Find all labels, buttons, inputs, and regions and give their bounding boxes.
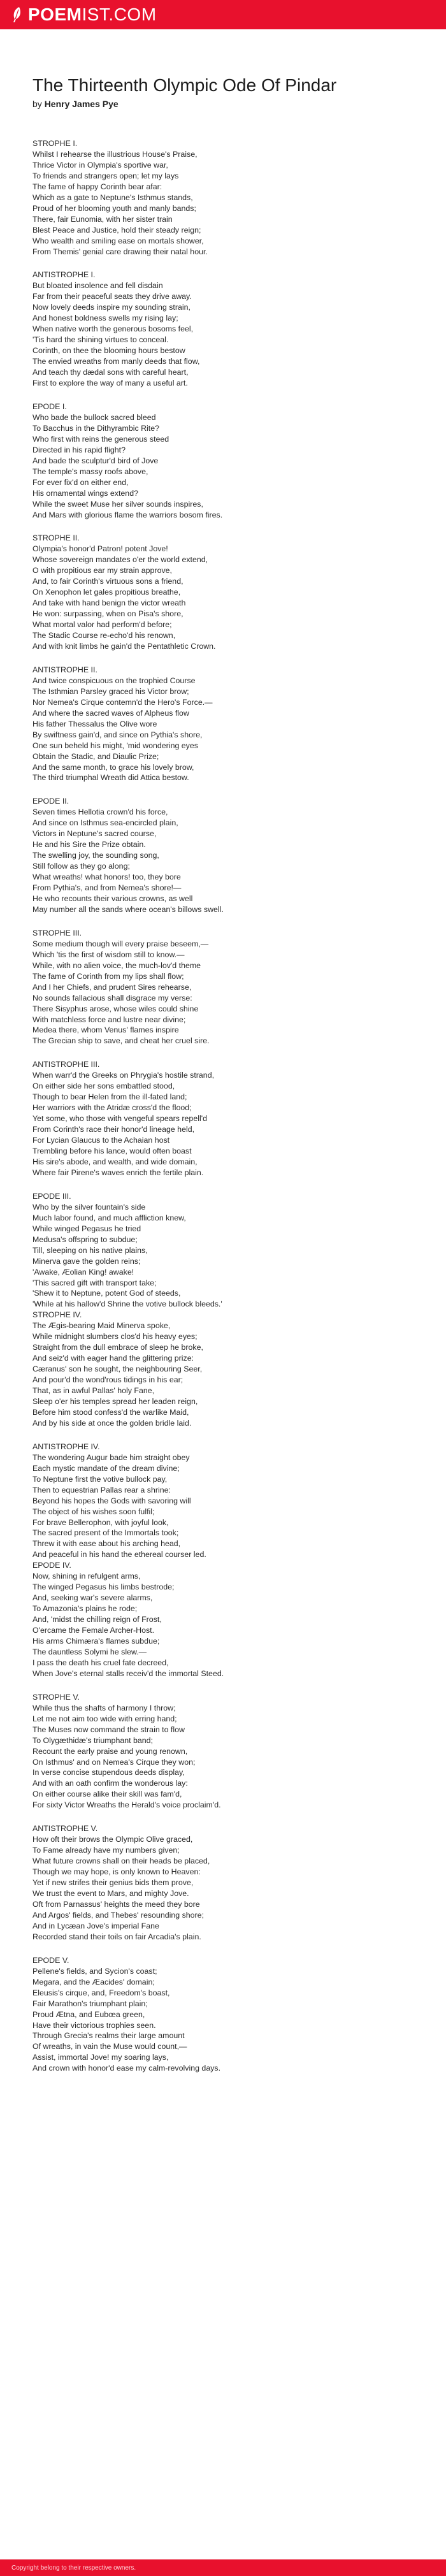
poem-line: And bade the sculptur'd bird of Jove bbox=[32, 456, 159, 465]
poem-line: Though to bear Helen from the ill-fated land; bbox=[32, 1092, 187, 1102]
poem-line: For ever fix'd on either end, bbox=[32, 477, 129, 487]
poem-line: Who first with reins the generous steed bbox=[32, 434, 169, 444]
poem-line: What future crowns shall on their heads be placed, bbox=[32, 1856, 210, 1866]
poem-line: The swelling joy, the sounding song, bbox=[32, 851, 159, 860]
poem-line: Yet some, who those with vengeful spears repell'd bbox=[32, 1114, 207, 1124]
poem-line: Who wealth and smiling ease on mortals shower, bbox=[32, 236, 204, 245]
poem-line: Trembling before his lance, would often boast bbox=[32, 1147, 192, 1156]
poem-line: Though we may hope, is only known to Heaven: bbox=[32, 1867, 201, 1877]
poem-line: Thrice Victor in Olympia's sportive war, bbox=[32, 160, 168, 170]
poem-line: The dauntless Solymi he slew.— bbox=[32, 1647, 147, 1656]
poem-line: And by his side at once the golden bridle laid. bbox=[32, 1418, 192, 1428]
poem-line: And where the sacred waves of Alpheus flow bbox=[32, 708, 189, 718]
poem-line: And Mars with glorious flame the warriors bosom fires. bbox=[32, 510, 223, 519]
poem-line: When native worth the generous bosoms feel, bbox=[32, 324, 194, 334]
poem-line: For sixty Victor Wreaths the Herald's voice proclaim'd. bbox=[32, 1800, 221, 1810]
poem-line: While the sweet Muse her silver sounds inspires, bbox=[32, 499, 203, 509]
poem-line: By swiftness gain'd, and since on Pythia's shore, bbox=[32, 730, 203, 739]
poem-line: The Stadic Course re-echo'd his renown, bbox=[32, 631, 176, 640]
poem-line: O with propitious ear my strain approve, bbox=[32, 566, 172, 575]
poem-line: His father Thessalus the Olive wore bbox=[32, 719, 157, 728]
poem-line: From Themis' genial care drawing their natal hour. bbox=[32, 247, 208, 256]
poem-line: Fair Marathon's triumphant plain; bbox=[32, 1999, 148, 2008]
poem-stanza bbox=[32, 1823, 421, 1942]
poem-line: ANTISTROPHE II. bbox=[32, 665, 97, 674]
poem-line: And, to fair Corinth's virtuous sons a friend, bbox=[32, 577, 183, 586]
poem-line: From Corinth's race their honor'd lineage held, bbox=[32, 1125, 195, 1134]
poem-line: Olympia's honor'd Patron! potent Jove! bbox=[32, 544, 168, 554]
poem-stanza bbox=[32, 1442, 421, 1679]
poem-line: Yet if new strifes their genius bids them prove, bbox=[32, 1878, 194, 1888]
poem-line: And crown with honor'd ease my calm-revolving days. bbox=[32, 2064, 221, 2073]
poem-line: And since on Isthmus sea-encircled plain, bbox=[32, 818, 178, 828]
poem-line: EPODE III. bbox=[32, 1191, 71, 1201]
poem-line: Medusa's offspring to subdue; bbox=[32, 1234, 138, 1244]
poem-line: Recount the early praise and young renown, bbox=[32, 1746, 188, 1756]
poem-line: Which 'tis the first of wisdom still to know.— bbox=[32, 950, 185, 959]
poem-line: Of wreaths, in vain the Muse would count,— bbox=[32, 2042, 187, 2051]
logo-text-bold: POEM bbox=[28, 4, 82, 24]
poem-line: He and his Sire the Prize obtain. bbox=[32, 840, 146, 850]
poem-line: 'This sacred gift with transport take; bbox=[32, 1278, 157, 1287]
site-logo[interactable] bbox=[11, 4, 157, 25]
poem-line: Now lovely deeds inspire my sounding strain, bbox=[32, 303, 191, 312]
poem-line: To Bacchus in the Dithyrambic Rite? bbox=[32, 423, 160, 433]
poem-line: Where fair Pirene's waves enrich the fertile plain. bbox=[32, 1168, 204, 1177]
poem-line: And peaceful in his hand the ethereal courser led. bbox=[32, 1550, 206, 1559]
poem-line: 'While at his hallow'd Shrine the votive bullock bleeds.' bbox=[32, 1299, 222, 1309]
poem-line: First to explore the way of many a useful art. bbox=[32, 379, 188, 388]
poem-line: EPODE I. bbox=[32, 402, 67, 411]
poem-stanza bbox=[32, 1059, 421, 1178]
poem-line: His ornamental wings extend? bbox=[32, 488, 138, 498]
poem-line: Victors in Neptune's sacred course, bbox=[32, 829, 157, 839]
poem-line: The object of his wishes soon fulfil; bbox=[32, 1507, 155, 1516]
poem-line: And with knit limbs he gain'd the Pentathletic Crown. bbox=[32, 641, 216, 651]
poem-line: And honest boldness swells my rising lay; bbox=[32, 314, 178, 323]
poem-line: O'ercame the Female Archer-Host. bbox=[32, 1626, 155, 1635]
poem-line: ANTISTROPHE III. bbox=[32, 1060, 100, 1069]
poem-line: While thus the shafts of harmony I throw; bbox=[32, 1703, 176, 1712]
poem-line: Obtain the Stadic, and Diaulic Prize; bbox=[32, 751, 159, 761]
poem-title: The Thirteenth Olympic Ode Of Pindar bbox=[32, 75, 337, 95]
poem-line: On Isthmus' and on Nemea's Cirque they won; bbox=[32, 1757, 196, 1767]
feather-quill-icon bbox=[11, 6, 23, 23]
poem-line: Directed in his rapid flight? bbox=[32, 445, 126, 454]
poem-line: ANTISTROPHE V. bbox=[32, 1824, 98, 1834]
poem-line: When Jove's eternal stalls receiv'd the immortal Steed. bbox=[32, 1668, 224, 1678]
poem-line: Oft from Parnassus' heights the meed they bore bbox=[32, 1899, 200, 1909]
poem-line: The third triumphal Wreath did Attica bestow. bbox=[32, 773, 189, 783]
poem-line: And in Lycæan Jove's imperial Fane bbox=[32, 1921, 159, 1930]
poem-line: His sire's abode, and wealth, and wide domain, bbox=[32, 1157, 198, 1166]
poem-line: To friends and strangers open; let my lays bbox=[32, 171, 179, 180]
poem-line: Much labor found, and much affliction knew, bbox=[32, 1213, 186, 1222]
poem-line: EPODE V. bbox=[32, 1955, 69, 1965]
poem-line: Some medium though will every praise beseem,— bbox=[32, 939, 209, 948]
poem-line: Still follow as they go along; bbox=[32, 862, 130, 871]
poem-line: The winged Pegasus his limbs bestrode; bbox=[32, 1582, 175, 1592]
poem-line: What mortal valor had perform'd before; bbox=[32, 620, 172, 630]
poem-line: 'Tis hard the shining virtues to conceal. bbox=[32, 335, 169, 345]
byline bbox=[32, 98, 421, 110]
poem-line: With matchless force and lustre near divine; bbox=[32, 1015, 186, 1024]
poem-stanza bbox=[32, 665, 421, 783]
poem-line: Who by the silver fountain's side bbox=[32, 1202, 146, 1212]
poem-line: STROPHE IV. bbox=[32, 1310, 82, 1320]
poem-line: Cæranus' son he sought, the neighbouring Seer, bbox=[32, 1364, 203, 1374]
poem-line: That, as in awful Pallas' holy Fane, bbox=[32, 1386, 155, 1396]
poem-line: While winged Pegasus he tried bbox=[32, 1224, 141, 1233]
poem-line: To Neptune first the votive bullock pay, bbox=[32, 1474, 168, 1484]
poem-line: There, fair Eunomia, with her sister train bbox=[32, 214, 173, 224]
poem-line: The temple's massy roofs above, bbox=[32, 467, 148, 476]
poem-line: There Sisyphus arose, whose wiles could shine bbox=[32, 1004, 199, 1013]
poem-stanza bbox=[32, 1955, 421, 2074]
poem-line: And pour'd the wond'rous tidings in his ear; bbox=[32, 1375, 183, 1385]
poem-line: Beyond his hopes the Gods with savoring will bbox=[32, 1496, 191, 1505]
poem-line: And seiz'd with eager hand the glittering prize: bbox=[32, 1354, 194, 1363]
poem-stanza bbox=[32, 796, 421, 915]
poem-line: Nor Nemea's Cirque contemn'd the Hero's Force.— bbox=[32, 697, 213, 707]
poem-line: While, with no alien voice, the much-lov'd theme bbox=[32, 960, 201, 970]
poem-line: He won: surpassing, when on Pisa's shore, bbox=[32, 609, 183, 619]
poem-line: What wreaths! what honors! too, they bore bbox=[32, 872, 181, 882]
poem-line: The Isthmian Parsley graced his Victor brow; bbox=[32, 686, 189, 696]
poem-body bbox=[32, 138, 421, 2074]
poem-line: EPODE IV. bbox=[32, 1561, 71, 1570]
poem-line: ANTISTROPHE I. bbox=[32, 270, 96, 280]
poem-line: Proud Ætna, and Eubœa green, bbox=[32, 2009, 145, 2019]
poem-line: Medea there, whom Venus' flames inspire bbox=[32, 1025, 179, 1035]
copyright-text: Copyright belong to their respective owners. bbox=[11, 2564, 136, 2572]
site-header bbox=[0, 0, 446, 29]
poem-line: On either course alike their skill was fam'd, bbox=[32, 1790, 182, 1799]
poem-line: Proud of her blooming youth and manly bands; bbox=[32, 203, 196, 213]
poem-line: Megara, and the Æacides' domain; bbox=[32, 1977, 155, 1986]
poem-line: The Grecian ship to save, and cheat her cruel sire. bbox=[32, 1036, 210, 1046]
poem-line: And teach thy dædal sons with careful heart, bbox=[32, 368, 189, 377]
poem-line: Whilst I rehearse the illustrious House's Praise, bbox=[32, 149, 198, 159]
logo-text-thin: IST.COM bbox=[82, 4, 157, 24]
poem-line: And, 'midst the chilling reign of Frost, bbox=[32, 1615, 162, 1624]
poem-line: The Muses now command the strain to flow bbox=[32, 1725, 185, 1734]
poem-line: Blest Peace and Justice, hold their steady reign; bbox=[32, 225, 201, 235]
poem-line: Through Grecia's realms their large amount bbox=[32, 2031, 185, 2041]
poem-line: Till, sleeping on his native plains, bbox=[32, 1245, 148, 1255]
poem-line: I pass the death his cruel fate decreed, bbox=[32, 1658, 169, 1667]
poem-line: The fame of Corinth from my lips shall flow; bbox=[32, 971, 184, 981]
poem-line: The sacred present of the Immortals took; bbox=[32, 1528, 179, 1538]
poem-stanza bbox=[32, 533, 421, 651]
poem-line: One sun beheld his might, 'mid wondering eyes bbox=[32, 741, 198, 750]
poem-line: And take with hand benign the victor wreath bbox=[32, 598, 186, 608]
poem-line: Assist, immortal Jove! my soaring lays, bbox=[32, 2053, 169, 2062]
poem-stanza bbox=[32, 928, 421, 1046]
poem-line: From Pythia's, and from Nemea's shore!— bbox=[32, 883, 182, 893]
poem-line: Threw it with ease about his arching head, bbox=[32, 1539, 181, 1549]
poem-line: To Amazonia's plains he rode; bbox=[32, 1604, 138, 1614]
poem-line: Sleep o'er his temples spread her leaden reign, bbox=[32, 1396, 198, 1406]
poem-line: The fame of happy Corinth bear afar: bbox=[32, 182, 162, 191]
poem-line: STROPHE V. bbox=[32, 1692, 80, 1702]
poem-line: On Xenophon let gales propitious breathe, bbox=[32, 588, 181, 597]
poem-line: The envied wreaths from manly deeds that flow, bbox=[32, 357, 200, 366]
poem-line: Minerva gave the golden reins; bbox=[32, 1256, 141, 1266]
poem-stanza bbox=[32, 1692, 421, 1811]
poem-line: May number all the sands where ocean's billows swell. bbox=[32, 904, 224, 914]
poem-line: To Fame already have my numbers given; bbox=[32, 1846, 180, 1855]
poem-line: Have their victorious trophies seen. bbox=[32, 2020, 156, 2030]
poem-stanza bbox=[32, 402, 421, 520]
poem-line: Corinth, on thee the blooming hours bestow bbox=[32, 346, 185, 356]
poem-line: He who recounts their various crowns, as well bbox=[32, 894, 193, 903]
poem-line: Eleusis's cirque, and, Freedom's boast, bbox=[32, 1988, 170, 1997]
poem-line: Then to equestrian Pallas rear a shrine: bbox=[32, 1485, 171, 1494]
poem-line: Now, shining in refulgent arms, bbox=[32, 1572, 141, 1581]
poem-line: The Ægis-bearing Maid Minerva spoke, bbox=[32, 1321, 171, 1331]
poem-line: In verse concise stupendous deeds display, bbox=[32, 1768, 185, 1777]
poem-line: His arms Chimæra's flames subdue; bbox=[32, 1637, 160, 1646]
poem-line: But bloated insolence and fell disdain bbox=[32, 281, 163, 291]
poem-line: Who bade the bullock sacred bleed bbox=[32, 412, 156, 422]
poem-line: No sounds fallacious shall disgrace my verse: bbox=[32, 993, 192, 1002]
poem-line: When warr'd the Greeks on Phrygia's hostile strand, bbox=[32, 1071, 215, 1080]
poem-line: Far from their peaceful seats they drive away. bbox=[32, 292, 192, 301]
poem-line: Let me not aim too wide with erring hand; bbox=[32, 1714, 177, 1723]
poem-line: Each mystic mandate of the dream divine; bbox=[32, 1463, 180, 1473]
poem-line: And Argos' fields, and Thebes' resounding shore; bbox=[32, 1910, 205, 1920]
poem-line: Pellene's fields, and Sycion's coast; bbox=[32, 1966, 157, 1976]
site-footer bbox=[0, 2559, 446, 2576]
poem-line: Whose sovereign mandates o'er the world extend, bbox=[32, 555, 208, 565]
poem-line: 'Awake, Æolian King! awake! bbox=[32, 1267, 134, 1277]
poem-content bbox=[32, 75, 421, 2087]
poem-line: On either side her sons embattled stood, bbox=[32, 1082, 175, 1091]
poem-line: Her warriors with the Atridæ cross'd the flood; bbox=[32, 1103, 192, 1113]
by-label: by bbox=[32, 99, 42, 109]
poem-line: Straight from the dull embrace of sleep he broke, bbox=[32, 1343, 203, 1352]
poem-line: How oft their brows the Olympic Olive graced, bbox=[32, 1835, 193, 1844]
poem-line: Seven times Hellotia crown'd his force, bbox=[32, 807, 168, 817]
poem-line: ANTISTROPHE IV. bbox=[32, 1442, 100, 1451]
poem-line: For Lycian Glaucus to the Achaian host bbox=[32, 1136, 170, 1145]
poem-line: And the same month, to grace his lovely brow, bbox=[32, 762, 194, 772]
poem-line: Recorded stand their toils on fair Arcadia's plain. bbox=[32, 1932, 201, 1941]
poem-line: STROPHE III. bbox=[32, 928, 82, 937]
poem-line: And, seeking war's severe alarms, bbox=[32, 1593, 153, 1603]
poem-line: We trust the event to Mars, and mighty Jove. bbox=[32, 1889, 189, 1899]
poem-line: While midnight slumbers clos'd his heavy eyes; bbox=[32, 1332, 198, 1342]
poem-line: The wondering Augur bade him straight obey bbox=[32, 1452, 190, 1462]
poem-line: Before him stood confess'd the warlike Maid, bbox=[32, 1407, 189, 1417]
poem-stanza bbox=[32, 1191, 421, 1429]
poem-line: 'Shew it to Neptune, potent God of steeds, bbox=[32, 1289, 181, 1298]
poem-line: And with an oath confirm the wonderous lay: bbox=[32, 1779, 188, 1788]
poem-line: STROPHE I. bbox=[32, 139, 78, 148]
poem-line: EPODE II. bbox=[32, 797, 69, 806]
poem-line: And twice conspicuous on the trophied Course bbox=[32, 676, 196, 685]
poem-line: And I her Chiefs, and prudent Sires rehearse, bbox=[32, 982, 192, 992]
poem-line: Which as a gate to Neptune's Isthmus stands, bbox=[32, 192, 193, 202]
poem-stanza bbox=[32, 270, 421, 388]
author-name[interactable]: Henry James Pye bbox=[44, 99, 119, 109]
poem-line: STROPHE II. bbox=[32, 533, 80, 543]
poem-line: To Olygæthidæ's triumphant band; bbox=[32, 1735, 154, 1745]
poem-stanza bbox=[32, 138, 421, 257]
poem-line: For brave Bellerophon, with joyful look, bbox=[32, 1517, 169, 1527]
